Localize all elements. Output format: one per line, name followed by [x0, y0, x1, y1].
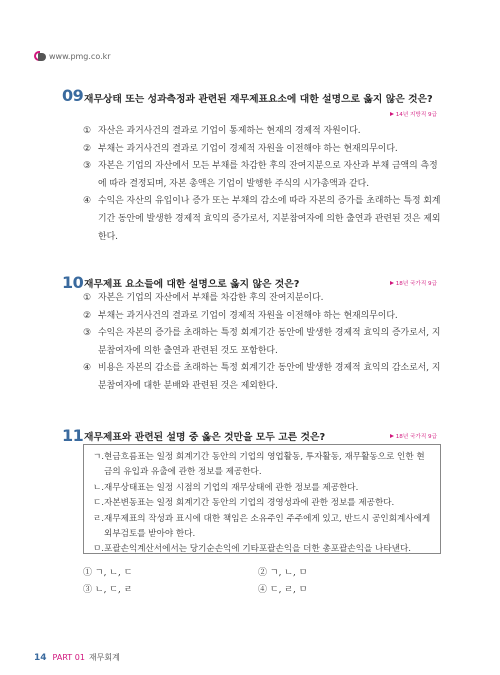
statement-item: ㄱ. 현금흐름표는 일정 회계기간 동안의 기업의 영업활동, 투자활동, 재무활동으로 인한 현금의 유입과 유출에 관한 정보를 제공한다.	[93, 452, 425, 478]
option[interactable]: ② 부채는 과거사건의 결과로 기업이 경제적 자원을 이전해야 하는 현재의무이다.	[83, 310, 398, 321]
option[interactable]: ① 자산은 과거사건의 결과로 기업이 통제하는 현재의 경제적 자원이다.	[83, 126, 361, 136]
option[interactable]: ③ 자본은 기업의 자산에서 모든 부채를 차감한 후의 잔여지분으로 자산과 부채 금액의 측정에 따라 결정되며, 자본 총액은 기업이 발행한 주식의 시가총액과 같다.	[83, 161, 438, 189]
question-number: 11	[62, 426, 84, 445]
part-label: PART 01	[52, 653, 85, 662]
option[interactable]: ① 자본은 기업의 자산에서 부채를 차감한 후의 잔여지분이다.	[83, 293, 324, 303]
question-title: 재무제표 요소들에 대한 설명으로 옳지 않은 것은?	[84, 279, 300, 290]
publisher-logo-icon	[34, 50, 46, 62]
statement-box	[83, 444, 441, 554]
site-url: www.pmg.co.kr	[49, 51, 111, 61]
answer-choices	[83, 565, 443, 598]
answer-option[interactable]: ③ ㄴ, ㄷ, ㄹ	[83, 584, 133, 595]
statement-item: ㄴ. 재무상태표는 일정 시점의 기업의 재무상태에 관한 정보를 제공한다.	[93, 482, 359, 493]
option[interactable]: ② 부채는 과거사건의 결과로 기업이 경제적 자원을 이전해야 하는 현재의무이다.	[83, 143, 398, 154]
triangle-icon	[390, 434, 394, 438]
question-number: 10	[62, 273, 84, 292]
option[interactable]: ④ 비용은 자본의 감소를 초래하는 특정 회계기간 동안에 발생한 경제적 효익의 감소로서, 지분참여자에 대한 분배와 관련된 것은 제외한다.	[83, 363, 441, 391]
statement-item: ㄷ. 자본변동표는 일정 회계기간 동안의 기업의 경영성과에 관한 정보를 제공한다.	[93, 498, 395, 509]
question-number: 09	[62, 86, 84, 105]
answer-option[interactable]: ④ ㄷ, ㄹ, ㅁ	[258, 584, 308, 595]
question-title: 재무제표와 관련된 설명 중 옳은 것만을 모두 고른 것은?	[84, 432, 326, 443]
question-options	[83, 290, 443, 396]
answer-option[interactable]: ② ㄱ, ㄴ, ㅁ	[258, 568, 308, 578]
question-options	[83, 123, 443, 246]
triangle-icon	[390, 112, 394, 116]
subject-label: 재무회계	[88, 653, 120, 662]
statement-item: ㄹ. 재무제표의 작성과 표시에 대한 책임은 소유주인 주주에게 있고, 반드시 공인회계사에게 외부검토를 받아야 한다.	[93, 513, 431, 540]
option[interactable]: ④ 수익은 자산의 유입이나 증가 또는 부채의 감소에 따라 자본의 증가를 초래하는 특정 회계기간 동안에 발생한 경제적 효익의 증가로서, 지분참여자에 의한 출연과 관련된 것은 제외한다.	[83, 196, 441, 242]
question-source: 14년 지방직 9급	[390, 110, 437, 118]
statement-item: ㅁ. 포괄손익계산서에서는 당기순손익에 기타포괄손익을 더한 총포괄손익을 나타낸다.	[93, 544, 411, 555]
page-footer	[34, 652, 120, 663]
question-title: 재무상태 또는 성과측정과 관련된 재무제표요소에 대한 설명으로 옳지 않은 것은?	[84, 94, 433, 105]
question-source: 18년 국가직 9급	[390, 279, 437, 287]
option[interactable]: ③ 수익은 자본의 증가를 초래하는 특정 회계기간 동안에 발생한 경제적 효익의 증가로서, 지분참여자에 의한 출연과 관련된 것도 포함한다.	[83, 328, 441, 356]
page-header	[34, 49, 111, 63]
page-number: 14	[34, 653, 47, 663]
question-source: 18년 국가직 9급	[390, 432, 437, 440]
triangle-icon	[390, 281, 394, 285]
answer-option[interactable]: ① ㄱ, ㄴ, ㄷ	[83, 568, 133, 578]
